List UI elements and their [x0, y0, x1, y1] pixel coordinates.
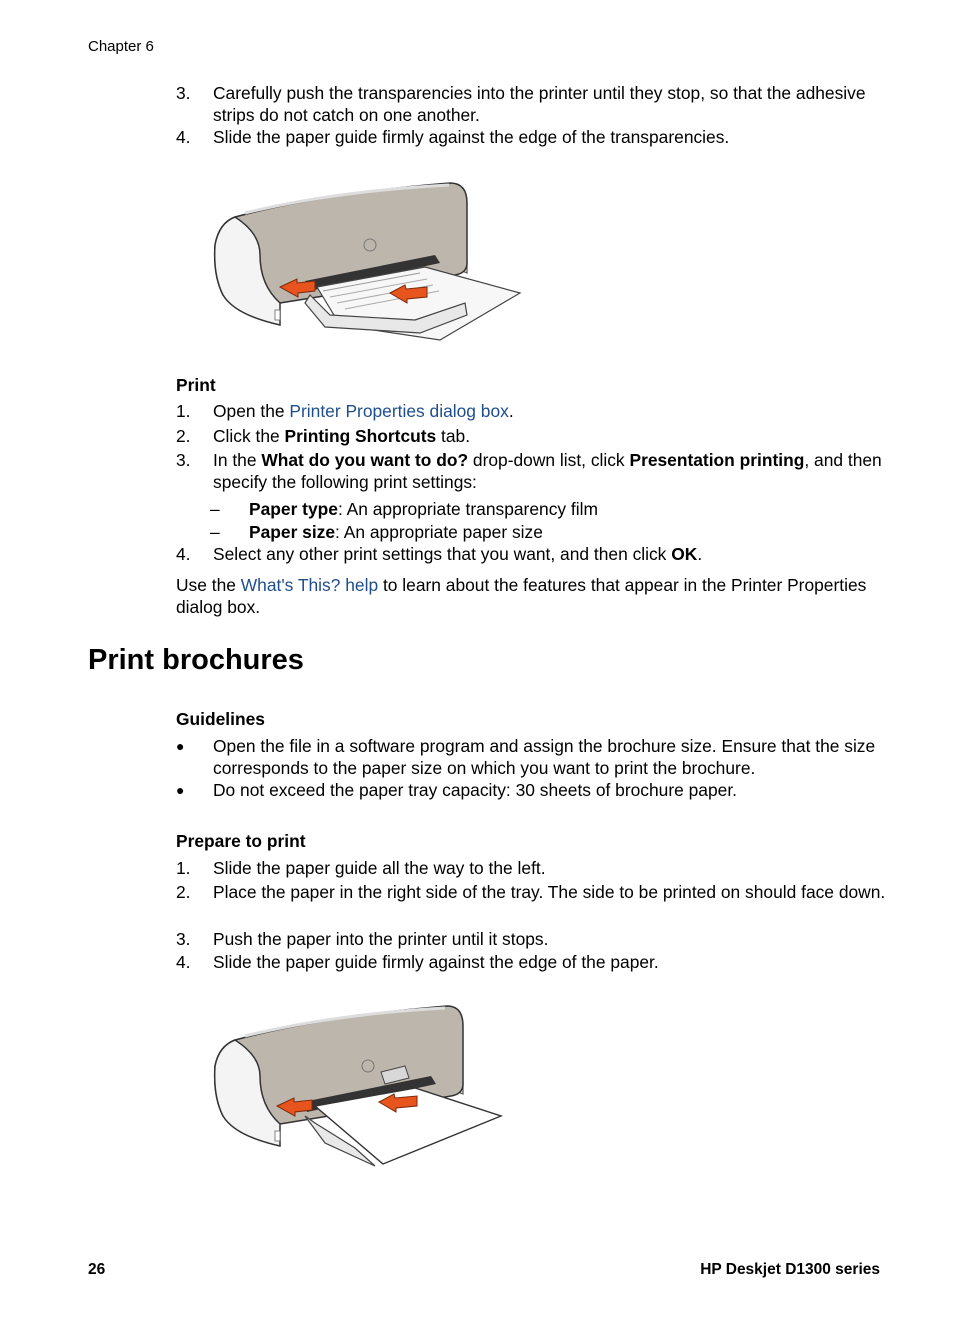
whats-this-help-link[interactable]: What's This? help — [240, 575, 379, 595]
printer-properties-link[interactable]: Printer Properties dialog box — [289, 401, 509, 421]
bullet-item: ● Open the file in a software program and assign the brochure size. Ensure that the size corresponds to the paper size on which you want to print the brochure. — [176, 736, 876, 778]
sub-list-item: – Paper type: An appropriate transparency film — [210, 499, 598, 519]
print-heading: Print — [176, 375, 216, 395]
bullet-item: ● Do not exceed the paper tray capacity: 30 sheets of brochure paper. — [176, 780, 737, 800]
chapter-header: Chapter 6 — [88, 38, 154, 55]
list-item: 1. Open the Printer Properties dialog box. — [176, 401, 514, 421]
list-item: 3. Push the paper into the printer until it stops. — [176, 929, 549, 949]
sub-list-item: – Paper size: An appropriate paper size — [210, 522, 543, 542]
list-item: 4. Select any other print settings that you want, and then click OK. — [176, 544, 703, 564]
list-item: 2. Place the paper in the right side of the tray. The side to be printed on should face down. — [176, 882, 886, 902]
help-paragraph: Use the What's This? help to learn about the features that appear in the Printer Properties dialog box. — [176, 575, 867, 617]
list-item: 2. Click the Printing Shortcuts tab. — [176, 426, 471, 446]
list-item: 3. Carefully push the transparencies into the printer until they stop, so that the adhesive strips do not catch on one another. — [176, 83, 866, 125]
section-title: Print brochures — [88, 644, 304, 676]
list-item: 4. Slide the paper guide firmly against the edge of the transparencies. — [176, 127, 730, 147]
list-item: 3. In the What do you want to do? drop-down list, click Presentation printing, and then specify the following print settings: — [176, 450, 882, 492]
list-item: 4. Slide the paper guide firmly against the edge of the paper. — [176, 952, 659, 972]
guidelines-heading: Guidelines — [176, 709, 265, 729]
page-number: 26 — [88, 1261, 106, 1278]
prepare-heading: Prepare to print — [176, 831, 306, 851]
printer-transparency-illustration — [205, 175, 525, 345]
product-name: HP Deskjet D1300 series — [700, 1261, 880, 1278]
printer-brochure-illustration — [205, 998, 510, 1170]
list-item: 1. Slide the paper guide all the way to the left. — [176, 858, 546, 878]
